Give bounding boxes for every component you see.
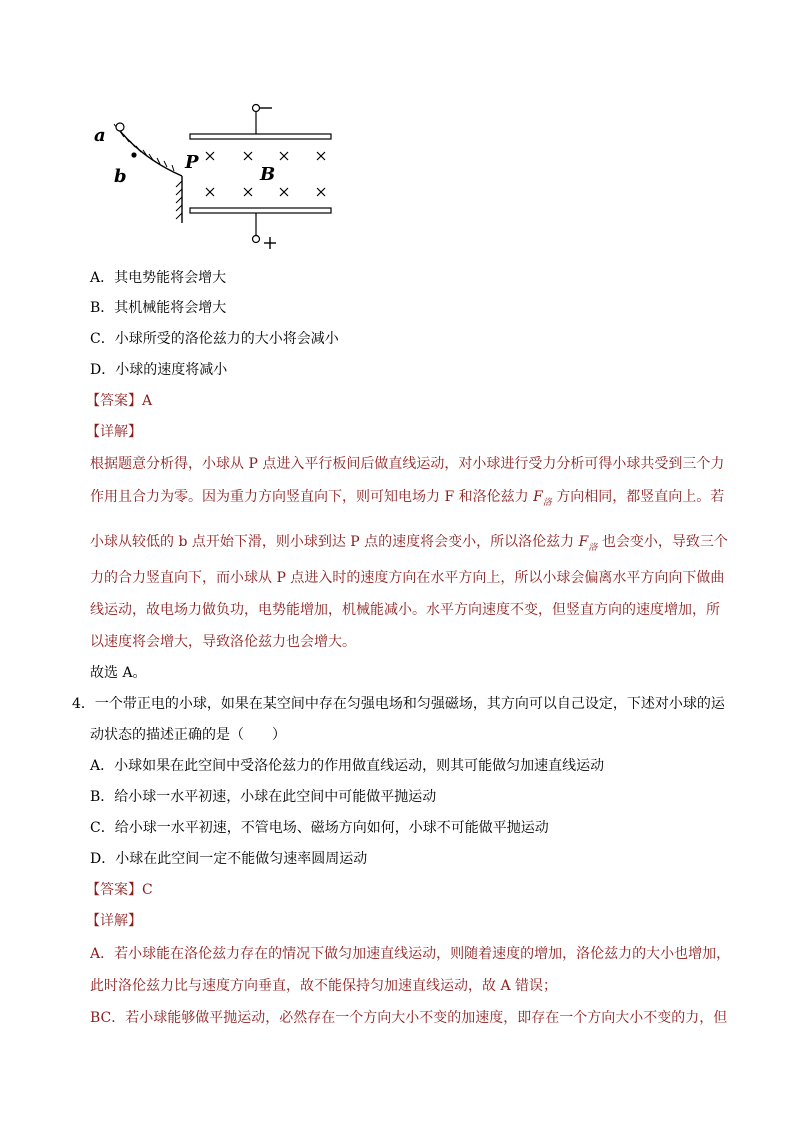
q3-option-d: D．小球的速度将减小 xyxy=(90,362,228,378)
label-B: B xyxy=(260,164,276,185)
q3-detail-line-1: 根据题意分析得，小球从 P 点进入平行板间后做直线运动，对小球进行受力分析可得小球共受到三个力 xyxy=(90,456,725,472)
bottom-terminal xyxy=(253,236,260,243)
q4-detail-line-1: A．若小球能在洛伦兹力存在的情况下做匀加速直线运动，则随着速度的增加，洛伦兹力的大小也增加， xyxy=(90,946,731,962)
q3-detail-line-4: 力的合力竖直向下，而小球从 P 点进入时的速度方向在水平方向上，所以小球会偏离水平方向向下做曲 xyxy=(90,570,725,586)
q3-detail-line-2: 作用且合力为零。因为重力方向竖直向下，则可知电场力 F 和洛伦兹力 $F_洛$ 方向相同，都竖直向上。若 xyxy=(90,489,725,508)
q3-conclusion: 故选 A。 xyxy=(90,665,147,681)
label-P: P xyxy=(185,152,199,173)
q4-detail-line-2: 此时洛伦兹力比与速度方向垂直，故不能保持匀加速直线运动，故 A 错误； xyxy=(90,978,558,994)
track-hatching xyxy=(114,124,174,171)
label-a: a xyxy=(94,125,106,146)
q4-option-b: B．给小球一水平初速，小球在此空间中可能做平抛运动 xyxy=(90,789,437,805)
q4-answer: 【答案】C xyxy=(86,882,153,898)
q3-answer: 【答案】A xyxy=(86,393,153,409)
q4-option-d: D．小球在此空间一定不能做匀速率圆周运动 xyxy=(90,851,368,867)
F-lorentz-symbol: $F_洛$ xyxy=(533,489,552,508)
q4-detail-line-3: BC．若小球能够做平抛运动，必然存在一个方向大小不变的加速度，即存在一个方向大小不变的力，但 xyxy=(90,1010,728,1026)
physics-figure xyxy=(86,98,346,253)
q3-option-b: B．其机械能将会增大 xyxy=(90,300,227,316)
q3-option-c: C．小球所受的洛伦兹力的大小将会减小 xyxy=(90,331,339,347)
q4-option-c: C．给小球一水平初速，不管电场、磁场方向如何，小球不可能做平抛运动 xyxy=(90,820,549,836)
q3-detail-line-3: 小球从较低的 b 点开始下滑，则小球到达 P 点的速度将会变小，所以洛伦兹力 $F_洛$ 也会变小，导致三个 xyxy=(90,534,728,553)
q3-option-a: A．其电势能将会增大 xyxy=(90,270,227,286)
top-terminal xyxy=(253,105,260,112)
q4-stem-line-2: 动状态的描述正确的是（ ） xyxy=(90,727,286,743)
ball-at-a xyxy=(116,123,124,131)
q4-detail-label: 【详解】 xyxy=(86,913,142,929)
label-b: b xyxy=(114,166,127,187)
capacitor-diagram xyxy=(86,98,346,253)
q4-option-a: A．小球如果在此空间中受洛伦兹力的作用做直线运动，则其可能做匀加速直线运动 xyxy=(90,758,605,774)
q4-stem-line-1: 4．一个带正电的小球，如果在某空间中存在匀强电场和匀强磁场，其方向可以自己设定，下述对小球的运 xyxy=(72,696,725,712)
q3-detail-line-5: 线运动，故电场力做负功，电势能增加，机械能减小。水平方向速度不变，但竖直方向的速度增加，所 xyxy=(90,602,720,618)
top-plate xyxy=(190,134,331,139)
q3-detail-label: 【详解】 xyxy=(86,424,142,440)
point-b xyxy=(131,152,136,157)
F-lorentz-symbol-2: $F_洛$ xyxy=(578,534,598,553)
bottom-plate xyxy=(190,208,331,213)
q3-detail-line-6: 以速度将会增大，导致洛伦兹力也会增大。 xyxy=(90,634,356,650)
